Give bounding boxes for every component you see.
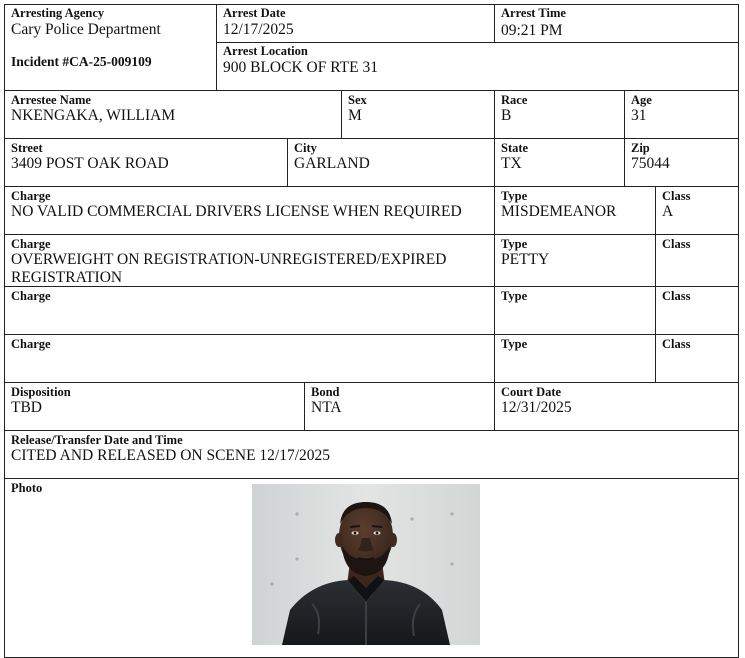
arrest-location-value: 900 BLOCK OF RTE 31 <box>223 59 378 76</box>
arrest-time-value: 09:21 PM <box>501 22 563 39</box>
arrest-time-label: Arrest Time <box>501 6 566 20</box>
charge-4-type-label: Type <box>501 337 528 351</box>
arrest-location-label: Arrest Location <box>223 44 308 58</box>
bond-value: NTA <box>311 399 342 416</box>
charge-4-cell <box>4 334 495 383</box>
charge-1-label: Charge <box>11 189 51 203</box>
sex-value: M <box>348 107 362 124</box>
court-date-value: 12/31/2025 <box>501 399 572 416</box>
charge-1-value: NO VALID COMMERCIAL DRIVERS LICENSE WHEN REQUIRED <box>11 203 462 220</box>
arrestee-photo <box>252 484 480 645</box>
bond-label: Bond <box>311 385 340 399</box>
disposition-label: Disposition <box>11 385 71 399</box>
zip-value: 75044 <box>631 155 670 172</box>
state-value: TX <box>501 155 522 172</box>
charge-3-class-label: Class <box>662 289 691 303</box>
arrest-date-value: 12/17/2025 <box>223 21 294 38</box>
race-label: Race <box>501 93 528 107</box>
agency-value: Cary Police Department <box>11 21 161 38</box>
charge-4-label: Charge <box>11 337 51 351</box>
arrestee-name-label: Arrestee Name <box>11 93 91 107</box>
charge-3-type-label: Type <box>501 289 528 303</box>
age-value: 31 <box>631 107 647 124</box>
charge-3-label: Charge <box>11 289 51 303</box>
charge-2-class-label: Class <box>662 237 691 251</box>
charge-1-type-label: Type <box>501 189 528 203</box>
street-label: Street <box>11 141 43 155</box>
charge-1-class-label: Class <box>662 189 691 203</box>
charge-1-type-value: MISDEMEANOR <box>501 203 617 220</box>
charge-1-class-value: A <box>662 203 674 220</box>
photo-label: Photo <box>11 481 43 495</box>
disposition-value: TBD <box>11 399 42 416</box>
charge-3-cell <box>4 286 495 335</box>
court-date-label: Court Date <box>501 385 562 399</box>
zip-label: Zip <box>631 141 650 155</box>
release-value: CITED AND RELEASED ON SCENE 12/17/2025 <box>11 447 331 464</box>
street-value: 3409 POST OAK ROAD <box>11 155 169 172</box>
arrestee-name-value: NKENGAKA, WILLIAM <box>11 107 176 124</box>
sex-label: Sex <box>348 93 367 107</box>
mugshot-image <box>252 484 480 645</box>
age-label: Age <box>631 93 652 107</box>
incident-number: Incident #CA-25-009109 <box>11 54 152 69</box>
charge-2-value: OVERWEIGHT ON REGISTRATION-UNREGISTERED/EXPIRED REGISTRATION <box>11 251 447 286</box>
arrest-date-label: Arrest Date <box>223 6 286 20</box>
charge-2-label: Charge <box>11 237 51 251</box>
charge-4-class-label: Class <box>662 337 691 351</box>
city-value: GARLAND <box>294 155 370 172</box>
state-label: State <box>501 141 529 155</box>
charge-2-type-value: PETTY <box>501 251 550 268</box>
city-label: City <box>294 141 317 155</box>
agency-label: Arresting Agency <box>11 6 105 20</box>
charge-2-type-label: Type <box>501 237 528 251</box>
release-label: Release/Transfer Date and Time <box>11 433 183 447</box>
race-value: B <box>501 107 512 124</box>
